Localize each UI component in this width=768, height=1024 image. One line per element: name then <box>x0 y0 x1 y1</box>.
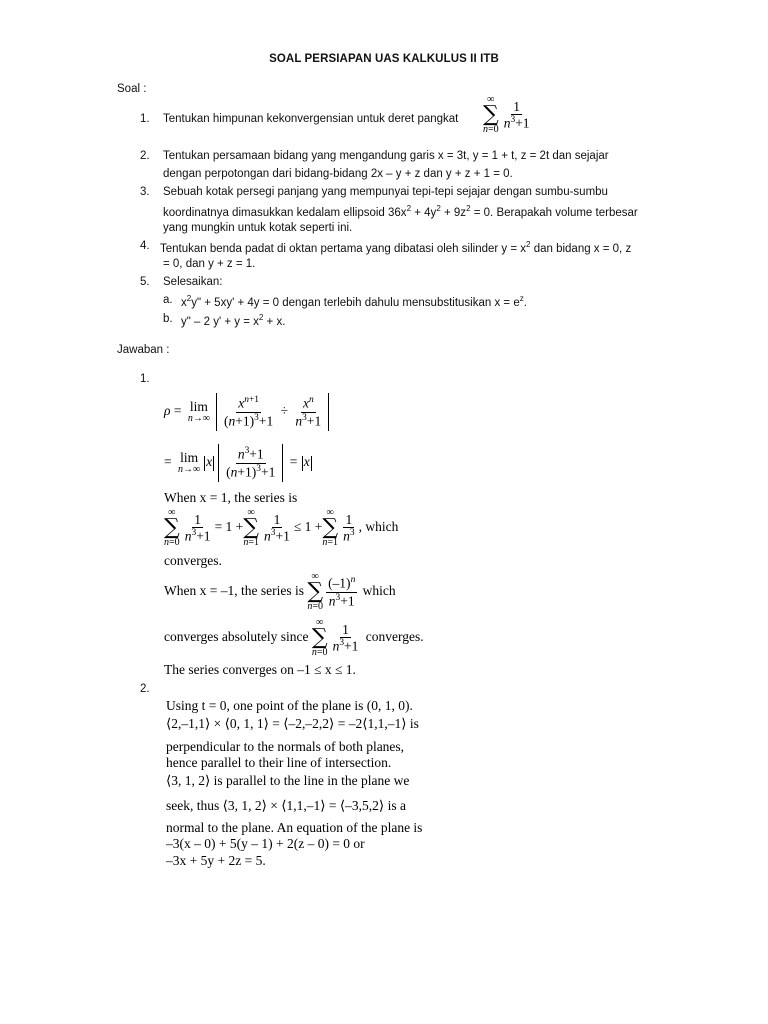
a1-comparison-formula: ∞ ∑ n=0 $\frac{1}{n^3+1}$ = 1 + ∞ ∑ n=1 $\frac{1}{n^3+1}$ ≤ 1 + ∞ ∑ n=1 $\frac{1}{n^3}$ , which <box>164 507 399 548</box>
q1-text: Tentukan himpunan kekonvergensian untuk deret pangkat <box>163 113 459 125</box>
q2-line2: dengan perpotongan dari bidang-bidang 2x – y + z dan y + z + 1 = 0. <box>163 168 513 180</box>
a1-converges: converges. <box>164 553 222 568</box>
q4-line1: Tentukan benda padat di oktan pertama yang dibatasi oleh silinder $y = x^2$ dan bidang x = 0, z <box>160 240 632 255</box>
q5b-label: b. <box>163 313 173 325</box>
q4-line2: = 0, dan y + z = 1. <box>163 258 256 270</box>
a1-when-x-1: When x = 1, the series is <box>164 490 298 505</box>
a2-line6: seek, thus ⟨3, 1, 2⟩ × ⟨1,1,–1⟩ = ⟨–3,5,2⟩ is a <box>166 798 406 813</box>
q1-number: 1. <box>140 113 150 125</box>
jawaban-heading: Jawaban : <box>117 344 170 356</box>
a2-line5: ⟨3, 1, 2⟩ is parallel to the line in the plane we <box>166 773 410 788</box>
a2-line2: ⟨2,–1,1⟩ × ⟨0, 1, 1⟩ = ⟨–2,–2,2⟩ = –2⟨1,1,–1⟩ is <box>166 716 419 731</box>
a2-line4: hence parallel to their line of intersection. <box>166 755 392 770</box>
q5-number: 5. <box>140 276 150 288</box>
q5a-text: $x^2y$" + 5xy' + 4y = 0 dengan terlebih dahulu mensubstitusikan $x = e^z$. <box>181 294 527 309</box>
a1-when-x-neg1: When x = –1, the series is ∞ ∑ n=0 $\frac{(-1)^n}{n^3+1}$ which <box>164 571 396 612</box>
q3-line2: koordinatnya dimasukkan kedalam ellipsoid $36x^2 + 4y^2 + 9z^2 = 0$. Berapakah volume terbesar <box>163 204 638 219</box>
soal-heading: Soal : <box>117 83 147 95</box>
q2-number: 2. <box>140 150 150 162</box>
a2-line3: perpendicular to the normals of both planes, <box>166 739 405 754</box>
a2-line9: –3x + 5y + 2z = 5. <box>166 853 266 868</box>
a1-conclusion: The series converges on –1 ≤ x ≤ 1. <box>164 662 356 677</box>
a1-limit-formula: = lim n→∞ x $\frac{n^3+1}{(n+1)^3+1}$ = x <box>164 444 313 482</box>
q3-line1: Sebuah kotak persegi panjang yang mempunyai tepi-tepi sejajar dengan sumbu-sumbu <box>163 186 608 198</box>
q5b-text: y" – 2 $y' + y = x^2 + x$. <box>181 313 286 328</box>
a1-number: 1. <box>140 373 150 385</box>
page-title: SOAL PERSIAPAN UAS KALKULUS II ITB <box>269 53 499 65</box>
q3-line3: yang mungkin untuk kotak seperti ini. <box>163 222 353 234</box>
q3-number: 3. <box>140 186 150 198</box>
q5a-label: a. <box>163 294 173 306</box>
a2-number: 2. <box>140 683 150 695</box>
q2-line1: Tentukan persamaan bidang yang mengandung garis x = 3t, y = 1 + t, z = 2t dan sejajar <box>163 150 609 162</box>
a1-ratio-formula: ρ = lim n→∞ $\frac{x^{n+1}}{(n+1)^3+1}$ ÷ $\frac{x^n}{n^3+1}$ <box>164 393 332 431</box>
a2-line1: Using t = 0, one point of the plane is (0, 1, 0). <box>166 698 413 713</box>
a2-line8: –3(x – 0) + 5(y – 1) + 2(z – 0) = 0 or <box>166 836 365 851</box>
a1-absolute: converges absolutely since ∞ ∑ n=0 $\frac{1}{n^3+1}$ converges. <box>164 617 424 658</box>
a2-line7: normal to the plane. An equation of the plane is <box>166 820 423 835</box>
q5-text: Selesaikan: <box>163 276 223 288</box>
q4-number: 4. <box>140 240 150 252</box>
q1-series-formula: ∞ ∑ n=0 $\frac{1}{n^3+1}$ <box>483 94 530 135</box>
